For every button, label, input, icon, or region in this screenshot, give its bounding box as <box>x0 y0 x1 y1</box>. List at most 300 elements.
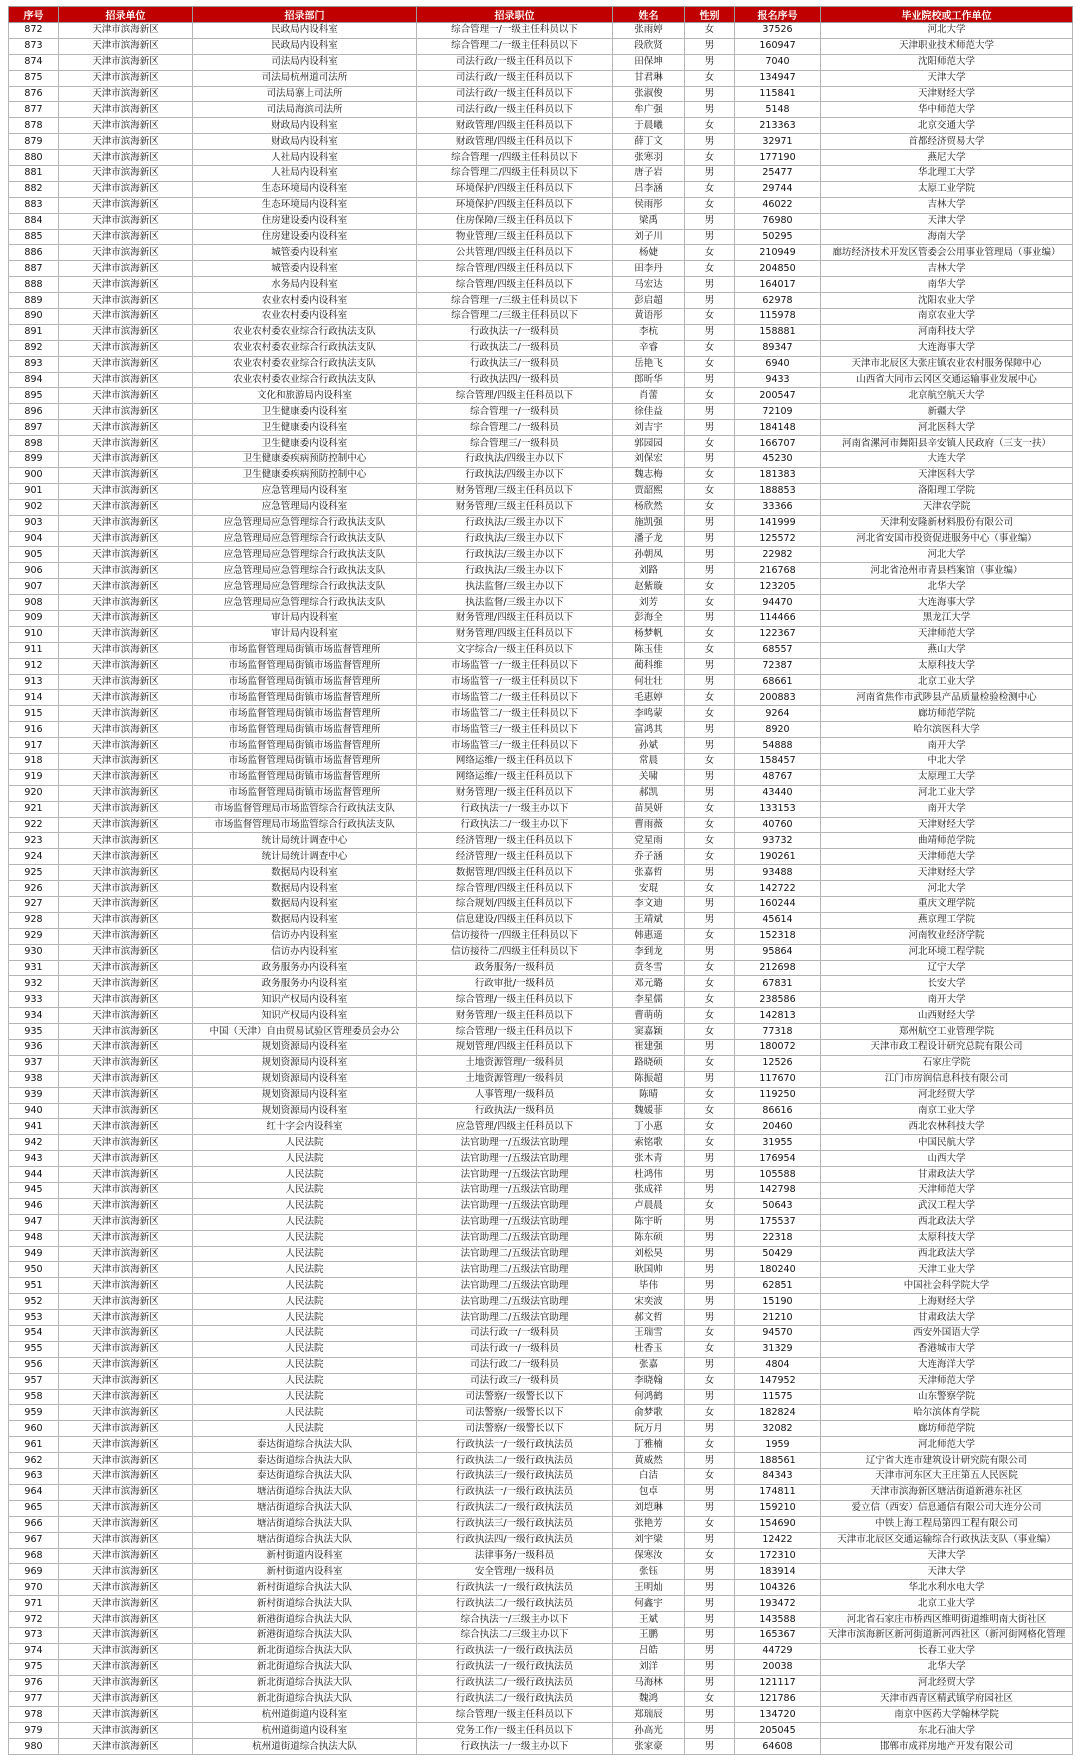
cell-unit: 天津市滨海新区 <box>59 992 193 1008</box>
table-row <box>9 610 1073 626</box>
cell-gender: 女 <box>685 340 735 356</box>
table-row <box>9 626 1073 642</box>
cell-unit: 天津市滨海新区 <box>59 1516 193 1532</box>
cell-name: 党星雨 <box>613 833 685 849</box>
cell-reg-no: 134947 <box>735 70 821 86</box>
cell-position: 数据管理/四级主任科员以下 <box>417 865 613 881</box>
cell-position: 行政执法三/一级行政执法员 <box>417 1516 613 1532</box>
cell-unit: 天津市滨海新区 <box>59 229 193 245</box>
cell-reg-no: 164017 <box>735 277 821 293</box>
cell-school: 天津市西青区精武镇学府园社区 <box>821 1691 1073 1707</box>
cell-unit: 天津市滨海新区 <box>59 1564 193 1580</box>
table-row <box>9 1739 1073 1755</box>
cell-position: 法律事务/一级科员 <box>417 1548 613 1564</box>
cell-gender: 男 <box>685 1357 735 1373</box>
table-row <box>9 1151 1073 1167</box>
table-row <box>9 245 1073 261</box>
cell-name: 田保坤 <box>613 54 685 70</box>
cell-school: 河南牧业经济学院 <box>821 928 1073 944</box>
cell-department: 新港街道综合执法大队 <box>193 1627 417 1643</box>
cell-unit: 天津市滨海新区 <box>59 1183 193 1199</box>
cell-reg-no: 147952 <box>735 1373 821 1389</box>
cell-reg-no: 158881 <box>735 324 821 340</box>
cell-position: 规划管理/四级主任科员以下 <box>417 1040 613 1056</box>
cell-unit: 天津市滨海新区 <box>59 1055 193 1071</box>
cell-unit: 天津市滨海新区 <box>59 23 193 39</box>
cell-name: 魏志梅 <box>613 467 685 483</box>
table-row <box>9 1675 1073 1691</box>
cell-school: 燕山大学 <box>821 642 1073 658</box>
cell-unit: 天津市滨海新区 <box>59 1707 193 1723</box>
cell-position: 行政执法一/一级主办以下 <box>417 1739 613 1755</box>
cell-name: 刘芳 <box>613 595 685 611</box>
cell-department: 信访办内设科室 <box>193 928 417 944</box>
table-row <box>9 261 1073 277</box>
cell-gender: 女 <box>685 1516 735 1532</box>
cell-index: 976 <box>9 1675 59 1691</box>
cell-gender: 女 <box>685 467 735 483</box>
table-row <box>9 1024 1073 1040</box>
cell-reg-no: 181383 <box>735 467 821 483</box>
cell-department: 杭州道街道内设科室 <box>193 1707 417 1723</box>
cell-reg-no: 95864 <box>735 944 821 960</box>
cell-unit: 天津市滨海新区 <box>59 1278 193 1294</box>
cell-school: 南开大学 <box>821 801 1073 817</box>
cell-department: 司法局杭州道司法所 <box>193 70 417 86</box>
cell-position: 行政执法一/一级行政执法员 <box>417 1643 613 1659</box>
cell-name: 于晨曦 <box>613 118 685 134</box>
cell-school: 辽宁大学 <box>821 960 1073 976</box>
cell-name: 岳艳飞 <box>613 356 685 372</box>
cell-gender: 男 <box>685 865 735 881</box>
cell-position: 司法行政一/一级科员 <box>417 1326 613 1342</box>
cell-index: 938 <box>9 1071 59 1087</box>
table-row <box>9 436 1073 452</box>
cell-index: 947 <box>9 1214 59 1230</box>
cell-index: 970 <box>9 1580 59 1596</box>
cell-department: 人民法院 <box>193 1214 417 1230</box>
cell-position: 行政执法二/一级行政执法员 <box>417 1596 613 1612</box>
table-row <box>9 1516 1073 1532</box>
cell-reg-no: 200547 <box>735 388 821 404</box>
cell-reg-no: 125572 <box>735 531 821 547</box>
cell-position: 行政执法/一级科员 <box>417 1103 613 1119</box>
cell-index: 973 <box>9 1627 59 1643</box>
cell-index: 919 <box>9 769 59 785</box>
cell-reg-no: 122367 <box>735 626 821 642</box>
cell-school: 北京交通大学 <box>821 118 1073 134</box>
cell-school: 天津利安隆新材料股份有限公司 <box>821 515 1073 531</box>
cell-reg-no: 43440 <box>735 785 821 801</box>
cell-position: 市场监管三/一级主任科员以下 <box>417 722 613 738</box>
cell-position: 综合管理/四级主任科员以下 <box>417 388 613 404</box>
cell-gender: 女 <box>685 118 735 134</box>
cell-reg-no: 68661 <box>735 674 821 690</box>
cell-school: 西北政法大学 <box>821 1246 1073 1262</box>
cell-gender: 女 <box>685 388 735 404</box>
cell-reg-no: 104326 <box>735 1580 821 1596</box>
cell-position: 财务管理/一级主任科员以下 <box>417 785 613 801</box>
cell-unit: 天津市滨海新区 <box>59 102 193 118</box>
cell-reg-no: 105588 <box>735 1167 821 1183</box>
cell-name: 杨欣然 <box>613 499 685 515</box>
cell-index: 884 <box>9 213 59 229</box>
cell-index: 940 <box>9 1103 59 1119</box>
cell-unit: 天津市滨海新区 <box>59 626 193 642</box>
cell-gender: 女 <box>685 1326 735 1342</box>
cell-department: 生态环境局内设科室 <box>193 197 417 213</box>
cell-reg-no: 32082 <box>735 1421 821 1437</box>
cell-gender: 男 <box>685 1151 735 1167</box>
cell-position: 综合管理二/一级科员 <box>417 420 613 436</box>
cell-index: 967 <box>9 1532 59 1548</box>
cell-department: 新村街道内设科室 <box>193 1548 417 1564</box>
cell-index: 948 <box>9 1230 59 1246</box>
cell-name: 路晓硕 <box>613 1055 685 1071</box>
cell-unit: 天津市滨海新区 <box>59 849 193 865</box>
cell-name: 刘吉宇 <box>613 420 685 436</box>
cell-reg-no: 21210 <box>735 1310 821 1326</box>
cell-gender: 男 <box>685 658 735 674</box>
cell-school: 天津大学 <box>821 1548 1073 1564</box>
table-row <box>9 1119 1073 1135</box>
cell-position: 物业管理/三级主任科员以下 <box>417 229 613 245</box>
cell-school: 西北政法大学 <box>821 1214 1073 1230</box>
cell-school: 河北省沧州市青县档案馆（事业编） <box>821 563 1073 579</box>
cell-position: 综合管理一/三级主任科员以下 <box>417 293 613 309</box>
table-row <box>9 229 1073 245</box>
cell-school: 沈阳师范大学 <box>821 54 1073 70</box>
cell-reg-no: 20460 <box>735 1119 821 1135</box>
cell-name: 杜香玉 <box>613 1341 685 1357</box>
cell-name: 黄威然 <box>613 1453 685 1469</box>
cell-name: 郑瑞辰 <box>613 1707 685 1723</box>
cell-index: 971 <box>9 1596 59 1612</box>
cell-position: 行政执法四/一级行政执法员 <box>417 1532 613 1548</box>
cell-department: 统计局统计调查中心 <box>193 833 417 849</box>
cell-school: 长安大学 <box>821 976 1073 992</box>
cell-index: 883 <box>9 197 59 213</box>
cell-name: 乔子涵 <box>613 849 685 865</box>
cell-department: 人社局内设科室 <box>193 166 417 182</box>
cell-position: 执法监督/三级主办以下 <box>417 595 613 611</box>
table-row <box>9 1214 1073 1230</box>
cell-department: 市场监督管理局街镇市场监督管理所 <box>193 674 417 690</box>
cell-department: 市场监督管理局街镇市场监督管理所 <box>193 722 417 738</box>
cell-position: 信访接待一/四级主任科员以下 <box>417 928 613 944</box>
cell-unit: 天津市滨海新区 <box>59 1643 193 1659</box>
cell-department: 市场监督管理局街镇市场监督管理所 <box>193 658 417 674</box>
cell-index: 929 <box>9 928 59 944</box>
cell-name: 曹雨薇 <box>613 817 685 833</box>
cell-name: 潘子龙 <box>613 531 685 547</box>
cell-school: 江门市房润信息科技有限公司 <box>821 1071 1073 1087</box>
cell-department: 民政局内设科室 <box>193 38 417 54</box>
cell-position: 市场监管一/一级主任科员以下 <box>417 658 613 674</box>
cell-name: 贾韶熙 <box>613 483 685 499</box>
table-row <box>9 1357 1073 1373</box>
cell-gender: 女 <box>685 849 735 865</box>
cell-gender: 男 <box>685 1596 735 1612</box>
cell-index: 957 <box>9 1373 59 1389</box>
cell-department: 应急管理局应急管理综合行政执法支队 <box>193 547 417 563</box>
cell-reg-no: 213363 <box>735 118 821 134</box>
cell-index: 897 <box>9 420 59 436</box>
cell-department: 应急管理局内设科室 <box>193 499 417 515</box>
cell-unit: 天津市滨海新区 <box>59 769 193 785</box>
cell-department: 人民法院 <box>193 1373 417 1389</box>
cell-position: 司法警察/一级警长以下 <box>417 1405 613 1421</box>
cell-index: 966 <box>9 1516 59 1532</box>
cell-name: 彭海全 <box>613 610 685 626</box>
cell-reg-no: 50643 <box>735 1198 821 1214</box>
cell-school: 天津师范大学 <box>821 849 1073 865</box>
cell-school: 天津工业大学 <box>821 1262 1073 1278</box>
cell-department: 市场监督管理局市场监管综合行政执法支队 <box>193 817 417 833</box>
cell-department: 人民法院 <box>193 1389 417 1405</box>
cell-index: 880 <box>9 150 59 166</box>
cell-gender: 男 <box>685 229 735 245</box>
cell-gender: 男 <box>685 785 735 801</box>
cell-reg-no: 119250 <box>735 1087 821 1103</box>
cell-department: 数据局内设科室 <box>193 896 417 912</box>
cell-school: 首都经济贸易大学 <box>821 134 1073 150</box>
cell-department: 塘沽街道综合执法大队 <box>193 1500 417 1516</box>
cell-name: 包卓 <box>613 1484 685 1500</box>
cell-reg-no: 238586 <box>735 992 821 1008</box>
cell-school: 中铁上海工程局第四工程有限公司 <box>821 1516 1073 1532</box>
cell-position: 司法行政/一级主任科员以下 <box>417 70 613 86</box>
cell-reg-no: 94570 <box>735 1326 821 1342</box>
table-row <box>9 722 1073 738</box>
cell-school: 北京航空航天大学 <box>821 388 1073 404</box>
cell-position: 司法行政/一级主任科员以下 <box>417 54 613 70</box>
cell-index: 965 <box>9 1500 59 1516</box>
cell-department: 规划资源局内设科室 <box>193 1040 417 1056</box>
cell-reg-no: 5148 <box>735 102 821 118</box>
cell-school: 沈阳农业大学 <box>821 293 1073 309</box>
cell-index: 895 <box>9 388 59 404</box>
cell-index: 891 <box>9 324 59 340</box>
cell-name: 保寒汝 <box>613 1548 685 1564</box>
recruitment-table <box>8 6 1073 1755</box>
cell-index: 920 <box>9 785 59 801</box>
cell-name: 张家豪 <box>613 1739 685 1755</box>
cell-unit: 天津市滨海新区 <box>59 1024 193 1040</box>
cell-name: 李文迪 <box>613 896 685 912</box>
cell-unit: 天津市滨海新区 <box>59 166 193 182</box>
cell-unit: 天津市滨海新区 <box>59 1723 193 1739</box>
cell-name: 陈振超 <box>613 1071 685 1087</box>
table-row <box>9 277 1073 293</box>
cell-index: 926 <box>9 881 59 897</box>
cell-gender: 男 <box>685 1214 735 1230</box>
cell-school: 山西财经大学 <box>821 1008 1073 1024</box>
cell-index: 949 <box>9 1246 59 1262</box>
cell-position: 市场监管二/一级主任科员以下 <box>417 706 613 722</box>
cell-index: 952 <box>9 1294 59 1310</box>
cell-name: 张雨婷 <box>613 23 685 39</box>
cell-index: 888 <box>9 277 59 293</box>
cell-gender: 男 <box>685 452 735 468</box>
cell-unit: 天津市滨海新区 <box>59 1691 193 1707</box>
cell-unit: 天津市滨海新区 <box>59 293 193 309</box>
cell-reg-no: 15190 <box>735 1294 821 1310</box>
cell-name: 张成祥 <box>613 1183 685 1199</box>
cell-gender: 男 <box>685 1484 735 1500</box>
table-row <box>9 340 1073 356</box>
cell-name: 张艳芳 <box>613 1516 685 1532</box>
cell-gender: 男 <box>685 293 735 309</box>
table-row <box>9 483 1073 499</box>
cell-gender: 女 <box>685 261 735 277</box>
cell-name: 俞梦歌 <box>613 1405 685 1421</box>
cell-name: 何壮壮 <box>613 674 685 690</box>
cell-reg-no: 8920 <box>735 722 821 738</box>
cell-reg-no: 29744 <box>735 181 821 197</box>
cell-reg-no: 93488 <box>735 865 821 881</box>
cell-reg-no: 216768 <box>735 563 821 579</box>
cell-name: 毕伟 <box>613 1278 685 1294</box>
table-row <box>9 1707 1073 1723</box>
cell-unit: 天津市滨海新区 <box>59 1453 193 1469</box>
cell-department: 数据局内设科室 <box>193 912 417 928</box>
cell-department: 农业农村委农业综合行政执法支队 <box>193 372 417 388</box>
cell-unit: 天津市滨海新区 <box>59 197 193 213</box>
cell-department: 规划资源局内设科室 <box>193 1071 417 1087</box>
cell-gender: 男 <box>685 1183 735 1199</box>
table-row <box>9 293 1073 309</box>
cell-name: 王靖斌 <box>613 912 685 928</box>
cell-gender: 男 <box>685 1723 735 1739</box>
cell-gender: 男 <box>685 674 735 690</box>
cell-index: 956 <box>9 1357 59 1373</box>
table-row <box>9 1198 1073 1214</box>
cell-index: 963 <box>9 1469 59 1485</box>
cell-gender: 女 <box>685 1437 735 1453</box>
cell-school: 大连海洋大学 <box>821 1357 1073 1373</box>
cell-school: 北华大学 <box>821 1659 1073 1675</box>
table-row <box>9 213 1073 229</box>
cell-name: 马宏达 <box>613 277 685 293</box>
cell-name: 刘松昊 <box>613 1246 685 1262</box>
cell-name: 卢晨晨 <box>613 1198 685 1214</box>
cell-school: 香港城市大学 <box>821 1341 1073 1357</box>
cell-school: 燕京理工学院 <box>821 912 1073 928</box>
cell-department: 数据局内设科室 <box>193 881 417 897</box>
cell-unit: 天津市滨海新区 <box>59 1326 193 1342</box>
cell-unit: 天津市滨海新区 <box>59 738 193 754</box>
cell-department: 新村街道综合执法大队 <box>193 1580 417 1596</box>
cell-name: 何鸿鹤 <box>613 1389 685 1405</box>
cell-unit: 天津市滨海新区 <box>59 1739 193 1755</box>
cell-gender: 男 <box>685 547 735 563</box>
cell-unit: 天津市滨海新区 <box>59 563 193 579</box>
cell-gender: 男 <box>685 1262 735 1278</box>
table-body <box>9 23 1073 1755</box>
cell-index: 958 <box>9 1389 59 1405</box>
cell-department: 卫生健康委疾病预防控制中心 <box>193 452 417 468</box>
cell-gender: 女 <box>685 992 735 1008</box>
cell-index: 887 <box>9 261 59 277</box>
cell-school: 南开大学 <box>821 992 1073 1008</box>
cell-gender: 男 <box>685 324 735 340</box>
cell-name: 郭园园 <box>613 436 685 452</box>
cell-gender: 男 <box>685 1389 735 1405</box>
cell-gender: 男 <box>685 1294 735 1310</box>
cell-department: 市场监督管理局街镇市场监督管理所 <box>193 642 417 658</box>
cell-index: 939 <box>9 1087 59 1103</box>
cell-school: 爱立信（西安）信息通信有限公司大连分公司 <box>821 1500 1073 1516</box>
cell-gender: 男 <box>685 1739 735 1755</box>
cell-school: 南京工业大学 <box>821 1103 1073 1119</box>
cell-department: 人民法院 <box>193 1151 417 1167</box>
cell-unit: 天津市滨海新区 <box>59 86 193 102</box>
table-row <box>9 1230 1073 1246</box>
cell-gender: 男 <box>685 563 735 579</box>
cell-gender: 男 <box>685 769 735 785</box>
cell-reg-no: 31955 <box>735 1135 821 1151</box>
cell-school: 廊坊师范学院 <box>821 706 1073 722</box>
cell-index: 873 <box>9 38 59 54</box>
cell-unit: 天津市滨海新区 <box>59 960 193 976</box>
cell-name: 李星儒 <box>613 992 685 1008</box>
cell-unit: 天津市滨海新区 <box>59 801 193 817</box>
cell-gender: 女 <box>685 595 735 611</box>
cell-position: 综合管理二/三级主任科员以下 <box>417 309 613 325</box>
cell-position: 法官助理二/五级法官助理 <box>417 1246 613 1262</box>
cell-name: 韩惠遥 <box>613 928 685 944</box>
cell-department: 新北街道综合执法大队 <box>193 1675 417 1691</box>
cell-reg-no: 37526 <box>735 23 821 39</box>
table-row <box>9 23 1073 39</box>
cell-name: 曹萌萌 <box>613 1008 685 1024</box>
cell-unit: 天津市滨海新区 <box>59 1484 193 1500</box>
cell-school: 河北师范大学 <box>821 1437 1073 1453</box>
cell-school: 河北省石家庄市桥西区维明街道维明南大街社区 <box>821 1612 1073 1628</box>
cell-school: 北京工业大学 <box>821 674 1073 690</box>
cell-school: 南开大学 <box>821 738 1073 754</box>
cell-name: 孙斌 <box>613 738 685 754</box>
cell-department: 政务服务办内设科室 <box>193 976 417 992</box>
cell-unit: 天津市滨海新区 <box>59 1008 193 1024</box>
cell-department: 文化和旅游局内设科室 <box>193 388 417 404</box>
cell-position: 财政管理/四级主任科员以下 <box>417 118 613 134</box>
cell-reg-no: 33366 <box>735 499 821 515</box>
cell-gender: 男 <box>685 102 735 118</box>
cell-reg-no: 86616 <box>735 1103 821 1119</box>
cell-name: 杜鸿伟 <box>613 1167 685 1183</box>
cell-unit: 天津市滨海新区 <box>59 658 193 674</box>
cell-unit: 天津市滨海新区 <box>59 1659 193 1675</box>
table-row <box>9 1103 1073 1119</box>
table-row <box>9 1008 1073 1024</box>
cell-gender: 女 <box>685 150 735 166</box>
table-row <box>9 1643 1073 1659</box>
cell-unit: 天津市滨海新区 <box>59 54 193 70</box>
cell-index: 943 <box>9 1151 59 1167</box>
table-row <box>9 531 1073 547</box>
cell-department: 杭州道街道内设科室 <box>193 1723 417 1739</box>
cell-index: 898 <box>9 436 59 452</box>
table-row <box>9 579 1073 595</box>
cell-school: 甘肃政法大学 <box>821 1167 1073 1183</box>
cell-unit: 天津市滨海新区 <box>59 1119 193 1135</box>
table-row <box>9 817 1073 833</box>
cell-school: 西安外国语大学 <box>821 1326 1073 1342</box>
cell-department: 人民法院 <box>193 1405 417 1421</box>
table-row <box>9 896 1073 912</box>
